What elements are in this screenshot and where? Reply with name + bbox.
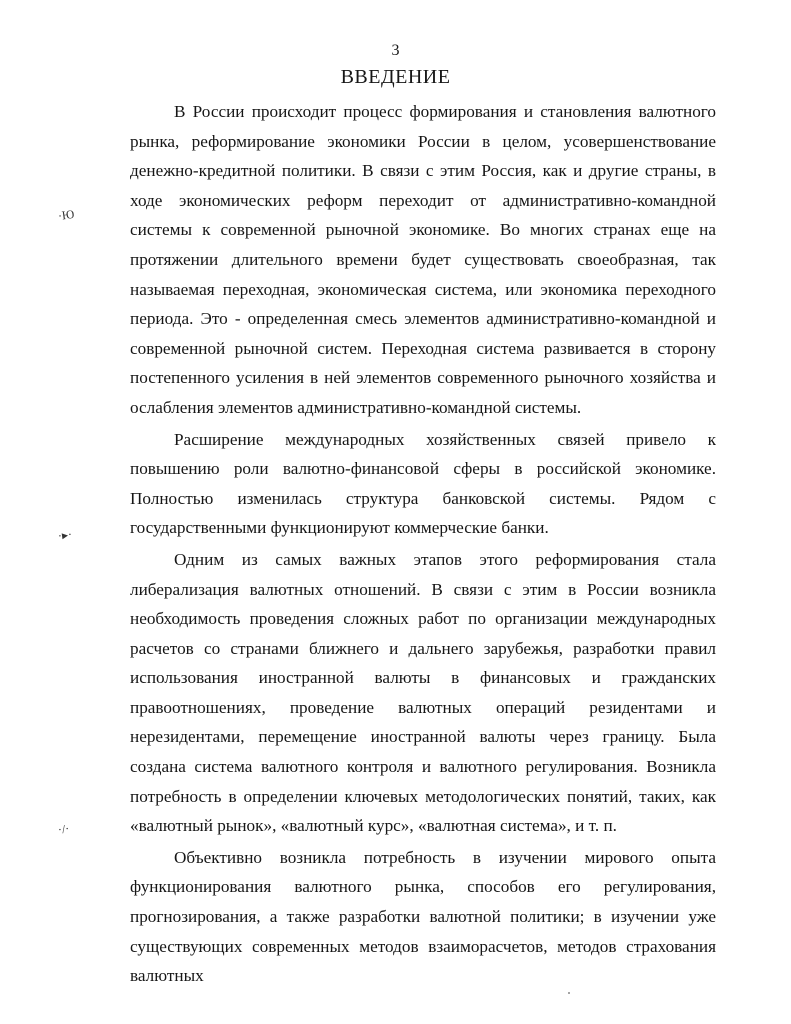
paragraph-3: Одним из самых важных этапов этого реформирования стала либерализация валютных отношений. В связи с этим в России возникла необходимость проведения сложных работ по организации международных расчетов со странами ближнего и дальнего зарубежья, разработки правил использования иностранной валюты в финансовых и гражданских правоотношениях, проведение валютных операций резидентами и нерезидентами, перемещение иностранной валюты через границу. Была создана система валютного контроля и валютного регулирования. Возникла потребность в определении ключевых методологических понятий, таких, как «валютный рынок», «валютный курс», «валютная система», и т. п. xyxy=(130,549,716,836)
paragraph-4: Объективно возникла потребность в изучении мирового опыта функционирования валютного рынка, способов его регулирования, прогнозирования, а также разработки валютной политики; в изучении уже существующих современных методов взаиморасчетов, методов страхования валютных xyxy=(130,847,716,986)
paragraph-1: В России происходит процесс формирования и становления валютного рынка, реформирование экономики России в целом, усовершенствование денежно-кредитной политики. В связи с этим Россия, как и другие страны, в ходе экономических реформ переходит от административно-командной системы к современной рыночной экономике. Во многих странах еще на протяжении длительного времени будет существовать своеобразная, так называемая переходная, экономическая система, или экономика переходного периода. Это - определенная смесь элементов административно-командной и современной рыночной систем. Переходная система развивается в сторону постепенного усиления в ней элементов современного рыночного хозяйства и ослабления элементов административно-командной системы. xyxy=(130,102,716,417)
margin-mark-3: ·/· xyxy=(57,821,71,837)
page-title: ВВЕДЕНИЕ xyxy=(340,66,451,88)
scan-speck xyxy=(568,992,570,994)
body-text xyxy=(130,97,716,991)
paragraph-2: Расширение международных хозяйственных связей привело к повышению роли валютно-финансовой сферы в российской экономике. Полностью изменилась структура банковской системы. Рядом с государственными функционируют коммерческие банки. xyxy=(130,429,716,538)
margin-mark-1: ·Ю xyxy=(57,206,76,224)
margin-mark-2: ·▸· xyxy=(57,527,73,543)
page-number: 3 xyxy=(391,42,400,59)
